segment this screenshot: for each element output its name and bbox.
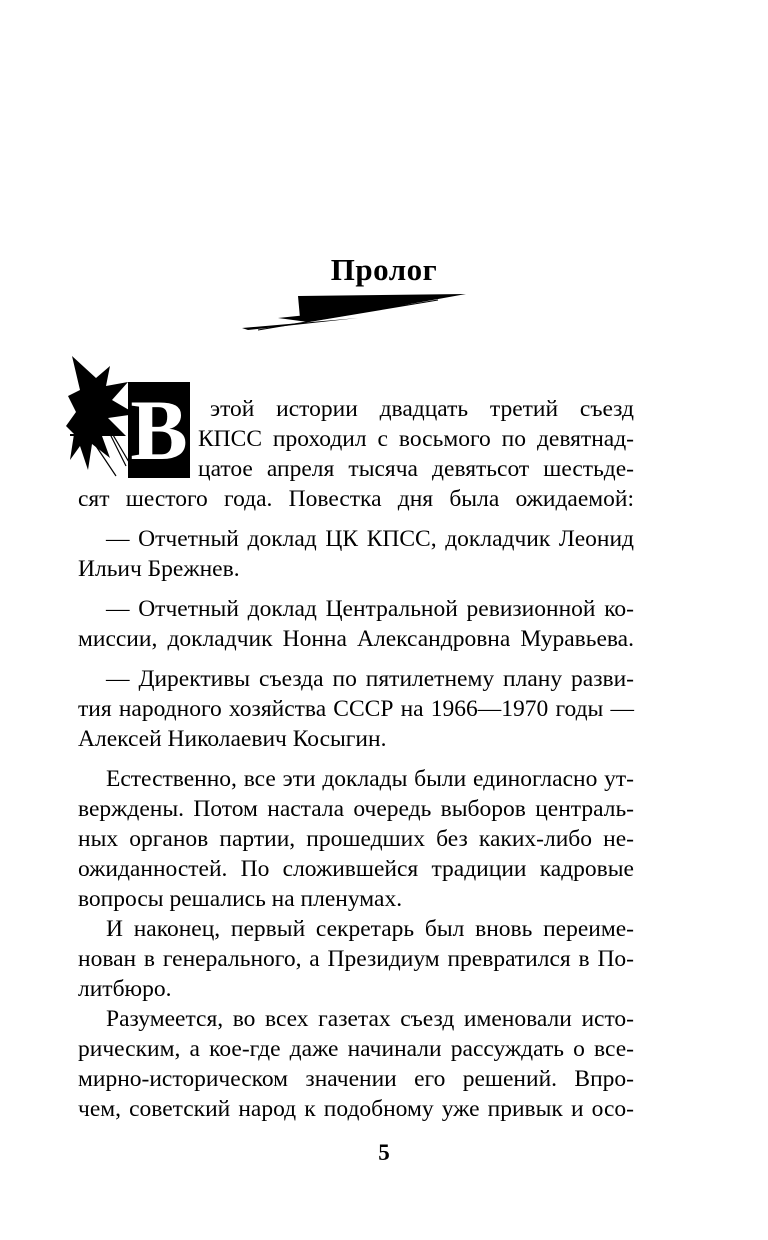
text-line: Разумеется, во всех газетах съезд именовали исто- [106,1006,634,1032]
text-line: Алексей Николаевич Косыгин. [78,726,387,752]
chapter-title: Пролог [330,252,438,287]
text-line: цатое апреля тысяча девятьсот шестьде- [198,456,634,482]
text-line: Ильич Брежнев. [78,556,240,582]
drop-cap: В [128,382,190,478]
swoosh-ornament-icon [238,288,468,332]
text-line: этой истории двадцать третий съезд [210,396,634,422]
text-line: нован в генерального, а Президиум превратился в По- [78,946,634,972]
text-line: тия народного хозяйства СССР на 1966—1970 годы — [78,696,634,722]
text-line: мирно-историческом значении его решений. Впро- [78,1066,634,1092]
text-line: Естественно, все эти доклады были единогласно ут- [106,766,634,792]
text-line: КПСС проходил с восьмого по девятнад- [198,426,634,452]
text-line: литбюро. [78,976,172,1002]
text-line: И наконец, первый секретарь был вновь переиме- [106,916,634,942]
text-line: — Директивы съезда по пятилетнему плану разви- [106,666,634,692]
text-line: верждены. Потом настала очередь выборов централь- [78,796,634,822]
text-line: ожиданностей. По сложившейся традиции кадровые [78,856,634,882]
text-line: сят шестого года. Повестка дня была ожидаемой: [78,486,634,512]
text-line: рическим, а кое-где даже начинали рассуждать о все- [78,1036,634,1062]
text-line: миссии, докладчик Нонна Александровна Муравьева. [78,626,634,652]
page-number: 5 [378,1140,390,1165]
text-line: — Отчетный доклад Центральной ревизионной ко- [106,596,634,622]
text-line: чем, советский народ к подобному уже привык и осо- [78,1096,634,1122]
text-line: ных органов партии, прошедших без каких-либо не- [78,826,634,852]
text-line: вопросы решались на пленумах. [78,886,403,912]
text-line: — Отчетный доклад ЦК КПСС, докладчик Леонид [106,526,634,552]
